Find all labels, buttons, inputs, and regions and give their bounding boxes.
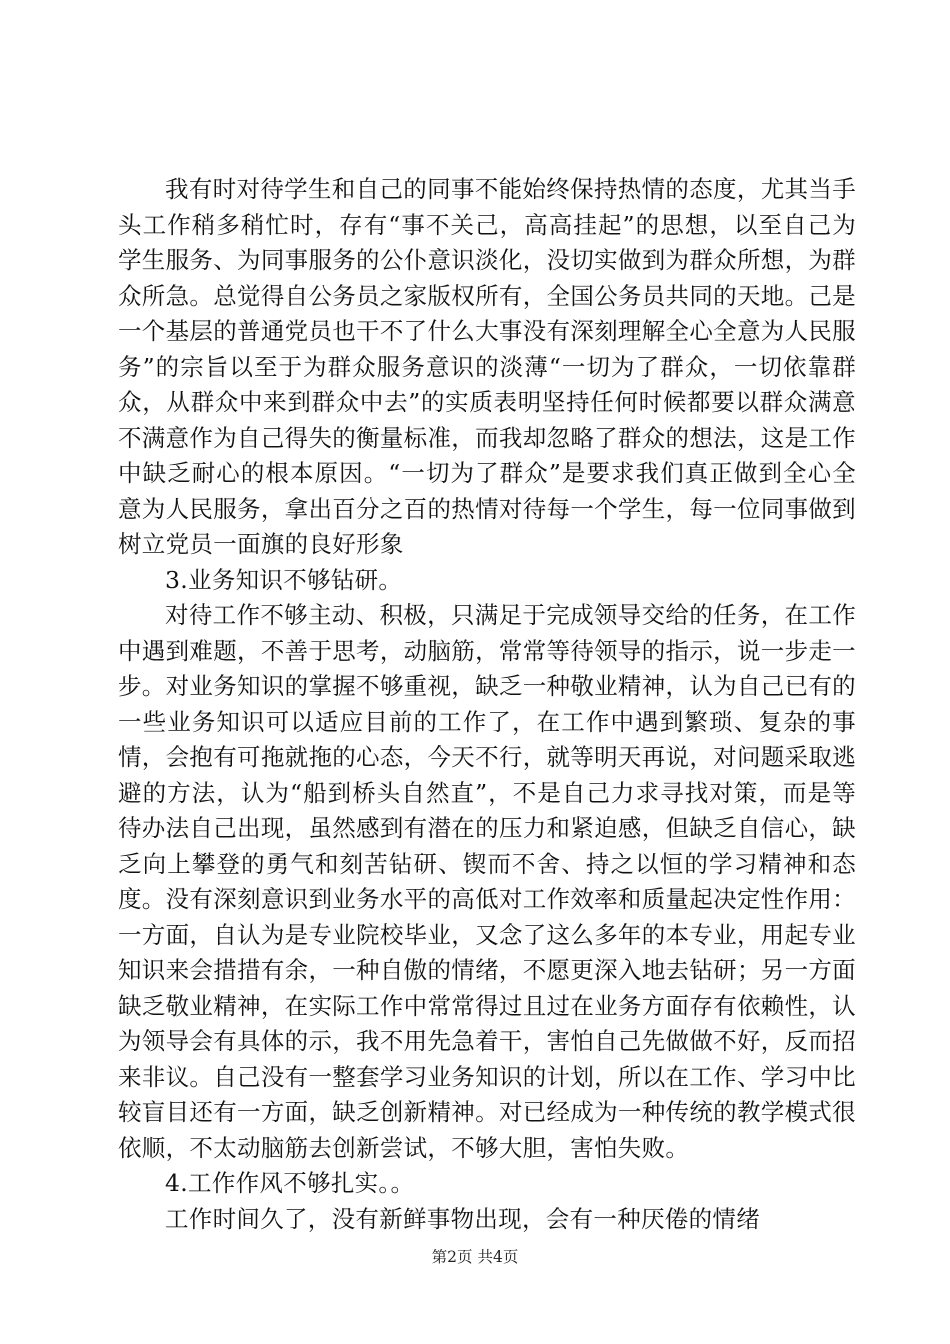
paragraph-business-knowledge: 对待工作不够主动、积极，只满足于完成领导交给的任务，在工作中遇到难题，不善于思考，动脑筋，常常等待领导的指示，说一步走一步。对业务知识的掌握不够重视，缺乏一种敬业精神，认为自己已有的一些业务知识可以适应目前的工作了，在工作中遇到繁琐、复杂的事情，会抱有可拖就拖的心态，今天不行，就等明天再说，对问题采取逃避的方法，认为“船到桥头自然直”，不是自己力求寻找对策，而是等待办法自己出现，虽然感到有潜在的压力和紧迫感，但缺乏自信心，缺乏向上攀登的勇气和刻苦钻研、锲而不舍、持之以恒的学习精神和态度。没有深刻意识到业务水平的高低对工作效率和质量起决定性作用：一方面，自认为是专业院校毕业，又念了这么多年的本专业，用起专业知识来会措措有余，一种自傲的情绪，不愿更深入地去钻研；另一方面缺乏敬业精神，在实际工作中常常得过且过在业务方面存有依赖性，认为领导会有具体的示，我不用先急着干，害怕自己先做做不好，反而招来非议。自己没有一整套学习业务知识的计划，所以在工作、学习中比较盲目还有一方面，缺乏创新精神。对已经成为一种传统的教学模式很依顺，不太动脑筋去创新尝试，不够大胆，害怕失败。 (118, 601, 856, 1162)
document-body (118, 172, 856, 1237)
paragraph-work-style: 工作时间久了，没有新鲜事物出现，会有一种厌倦的情绪 (165, 1204, 760, 1233)
paragraph-service-attitude: 我有时对待学生和自己的同事不能始终保持热情的态度，尤其当手头工作稍多稍忙时，存有“事不关己，高高挂起”的思想，以至自己为学生服务、为同事服务的公仆意识淡化，没切实做到为群众所想，为群众所急。总觉得自公务员之家版权所有，全国公务员共同的天地。己是一个基层的普通党员也干不了什么大事没有深刻理解全心全意为人民服务”的宗旨以至于为群众服务意识的淡薄“一切为了群众，一切依靠群众，从群众中来到群众中去”的实质表明坚持任何时候都要以群众满意不满意作为自己得失的衡量标准，而我却忽略了群众的想法，这是工作中缺乏耐心的根本原因。“一切为了群众”是要求我们真正做到全心全意为人民服务，拿出百分之百的热情对待每一个学生，每一位同事做到树立党员一面旗的良好形象 (118, 175, 856, 558)
section-heading-4: 4.工作作风不够扎实。。 (165, 1169, 415, 1197)
page-number-footer: 第2页 共4页 (431, 1248, 519, 1266)
section-heading-3: 3.业务知识不够钻研。 (165, 565, 403, 594)
